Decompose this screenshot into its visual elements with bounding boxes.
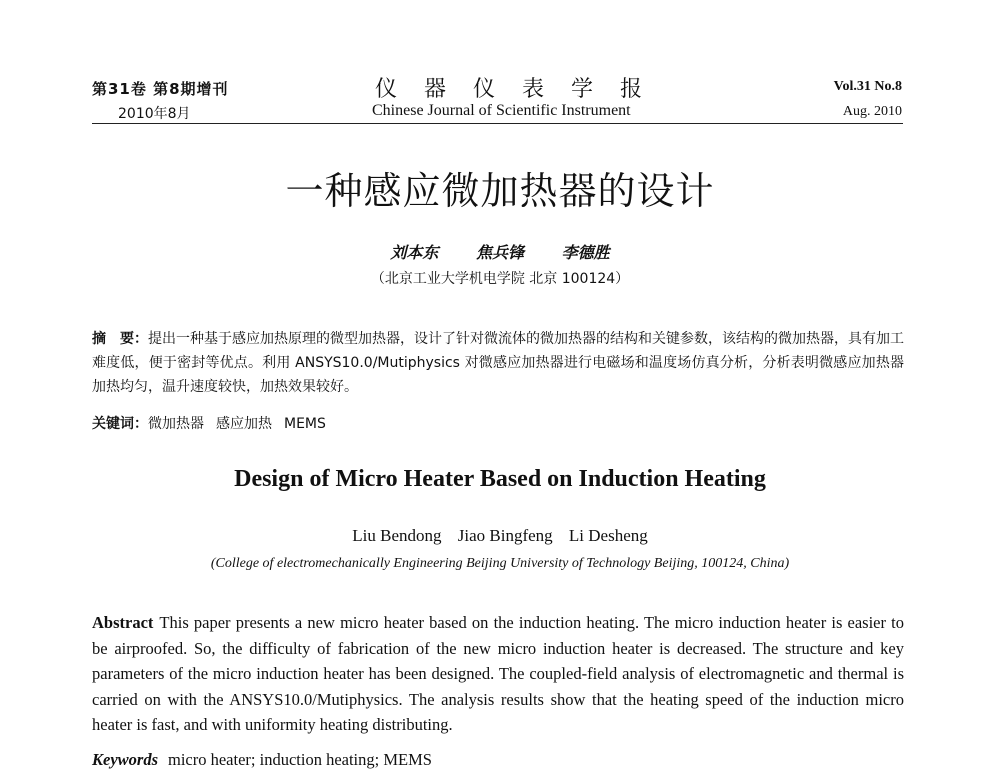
abstract-cn-text: 提出一种基于感应加热原理的微型加热器，设计了针对微流体的微加热器的结构和关键参数，该结构的微加热器，具有加工难度低，便于密封等优点。利用 ANSYS10.0/Mutiphysics 对微感应加热器进行电磁场和温度场仿真分析，分析表明微感应加热器加热均匀，温升速度较快，加热效果较好。	[92, 331, 904, 395]
affiliation-cn: （北京工业大学机电学院 北京 100124）	[370, 271, 630, 287]
abstract-cn-label: 摘 要：	[92, 331, 148, 347]
author-en: Li Desheng	[568, 526, 648, 545]
authors-cn	[0, 240, 1000, 263]
abstract-en-label: Abstract	[92, 613, 154, 632]
header-rule	[92, 123, 903, 124]
keywords-en-label: Keywords	[92, 750, 158, 769]
keyword-cn: MEMS	[284, 416, 326, 432]
paper-title-en: Design of Micro Heater Based on Induction Heating	[234, 466, 766, 492]
header-date-en: Aug. 2010	[842, 104, 902, 119]
keyword-cn: 微加热器	[148, 416, 204, 432]
authors-en	[0, 526, 1000, 546]
header-volume-en: Vol.31 No.8	[833, 79, 902, 94]
journal-title-cn: 仪器仪表学报	[375, 77, 670, 102]
journal-title-en: Chinese Journal of Scientific Instrument	[372, 102, 631, 119]
affiliation-en: (College of electromechanically Engineering Beijing University of Technology Beijing, 100124, China)	[210, 556, 790, 571]
author-cn: 李德胜	[561, 243, 610, 262]
abstract-cn	[92, 327, 904, 399]
keywords-en	[92, 750, 432, 770]
abstract-en-text: This paper presents a new micro heater based on the induction heating. The micro induction heater is easier to be airproofed. So, the difficulty of fabrication of the new micro induction heater is decreased. The structure and key parameters of the micro induction heater has been designed. The coupled-field analysis of electromagnetic and thermal is carried on with the ANSYS10.0/Mutiphysics. The analysis results show that the heating speed of the induction micro heater is fast, and with uniformity heating distributing.	[92, 613, 904, 734]
abstract-en	[92, 610, 904, 738]
keywords-cn	[92, 413, 338, 433]
author-en: Jiao Bingfeng	[457, 526, 553, 545]
author-en: Liu Bendong	[352, 526, 442, 545]
author-cn: 刘本东	[390, 243, 439, 262]
keyword-cn: 感应加热	[216, 416, 272, 432]
keywords-cn-label: 关键词：	[92, 416, 148, 432]
header-date-cn: 2010年8月	[118, 106, 191, 122]
author-cn: 焦兵锋	[475, 243, 524, 262]
paper-title-cn: 一种感应微加热器的设计	[285, 169, 715, 213]
header-volume-cn: 第31卷 第8期增刊	[92, 80, 229, 98]
keywords-en-text: micro heater; induction heating; MEMS	[168, 750, 432, 769]
